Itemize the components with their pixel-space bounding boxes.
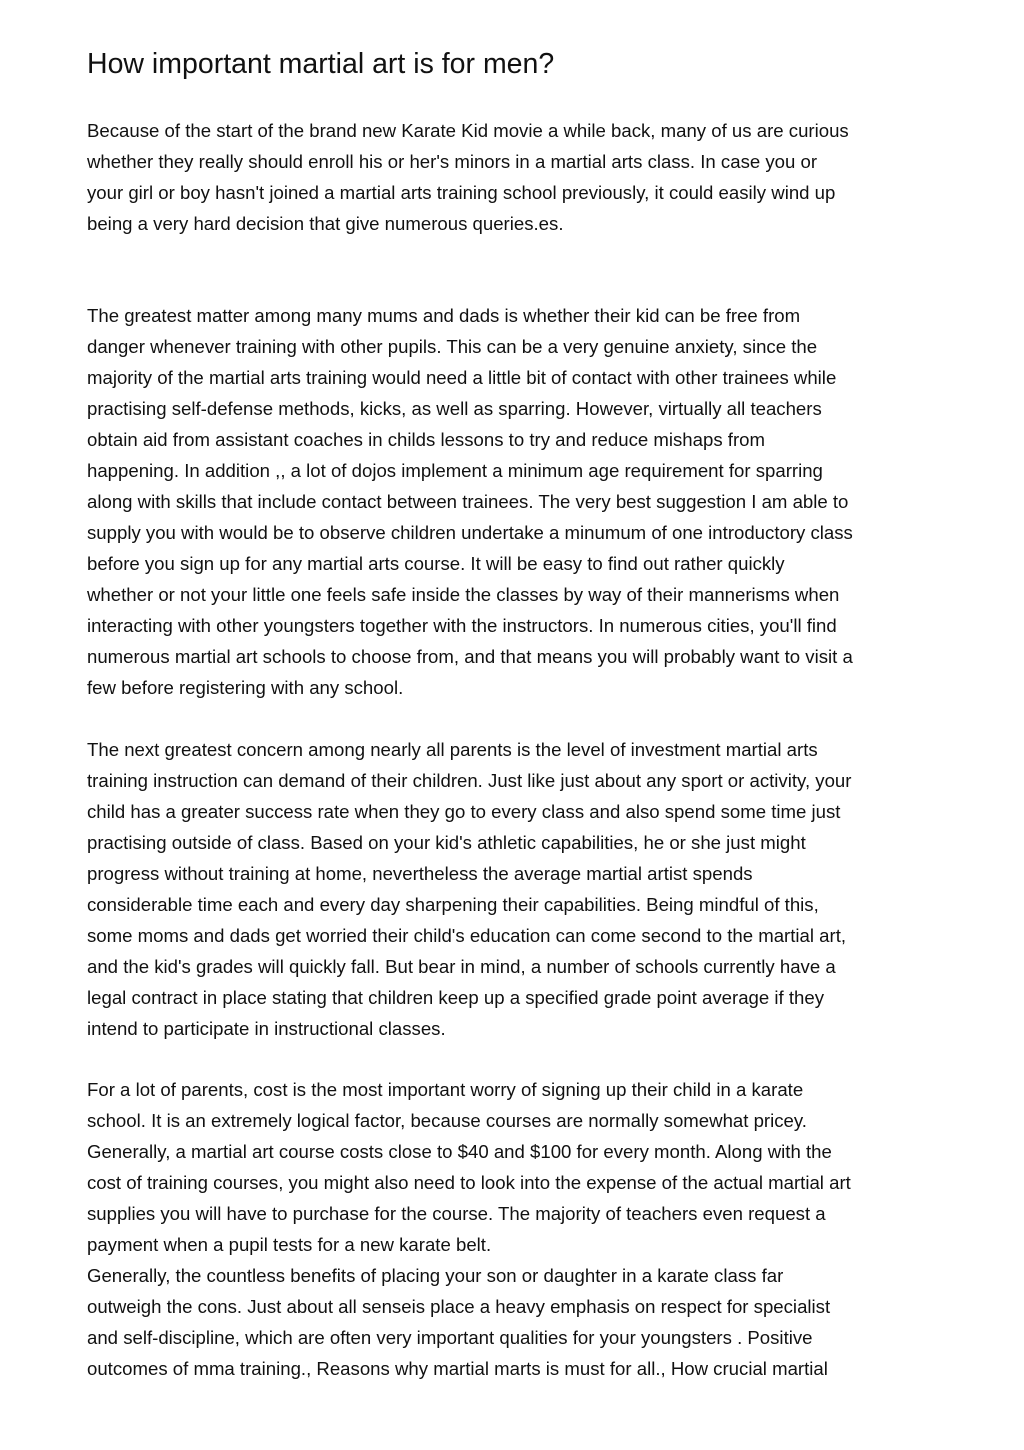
text-line: The next greatest concern among nearly all parents is the level of investment martial arts (87, 739, 818, 760)
paragraph-1 (87, 115, 947, 239)
text-line: practising outside of class. Based on your kid's athletic capabilities, he or she just might (87, 832, 806, 853)
text-line: few before registering with any school. (87, 677, 404, 698)
text-line: outcomes of mma training., Reasons why martial marts is must for all., How crucial martial (87, 1358, 828, 1379)
text-line: legal contract in place stating that children keep up a specified grade point average if they (87, 987, 824, 1008)
text-line: training instruction can demand of their children. Just like just about any sport or activity, your (87, 770, 852, 791)
text-line: Because of the start of the brand new Karate Kid movie a while back, many of us are curious (87, 120, 849, 141)
text-line: Generally, the countless benefits of placing your son or daughter in a karate class far (87, 1265, 784, 1286)
paragraph-5 (87, 1260, 947, 1384)
text-line: Generally, a martial art course costs close to $40 and $100 for every month. Along with the (87, 1141, 832, 1162)
text-line: The greatest matter among many mums and dads is whether their kid can be free from (87, 305, 801, 326)
text-line: obtain aid from assistant coaches in childs lessons to try and reduce mishaps from (87, 429, 765, 450)
text-line: supplies you will have to purchase for the course. The majority of teachers even request a (87, 1203, 826, 1224)
text-line: happening. In addition ,, a lot of dojos implement a minimum age requirement for sparring (87, 460, 823, 481)
text-line: intend to participate in instructional classes. (87, 1018, 446, 1039)
text-line: numerous martial art schools to choose from, and that means you will probably want to visit a (87, 646, 853, 667)
text-line: child has a greater success rate when they go to every class and also spend some time just (87, 801, 841, 822)
text-line: danger whenever training with other pupils. This can be a very genuine anxiety, since the (87, 336, 818, 357)
paragraph-3 (87, 734, 947, 1044)
page-title: How important martial art is for men? (87, 48, 555, 80)
text-line: majority of the martial arts training would need a little bit of contact with other trainees while (87, 367, 837, 388)
text-line: practising self-defense methods, kicks, as well as sparring. However, virtually all teachers (87, 398, 822, 419)
text-line: supply you with would be to observe children undertake a minumum of one introductory class (87, 522, 853, 543)
paragraph-4 (87, 1074, 947, 1260)
text-line: outweigh the cons. Just about all senseis place a heavy emphasis on respect for specialist (87, 1296, 831, 1317)
text-line: being a very hard decision that give numerous queries.es. (87, 213, 564, 234)
text-line: considerable time each and every day sharpening their capabilities. Being mindful of this, (87, 894, 819, 915)
text-line: cost of training courses, you might also need to look into the expense of the actual martial art (87, 1172, 851, 1193)
text-line: interacting with other youngsters together with the instructors. In numerous cities, you'll find (87, 615, 837, 636)
text-line: payment when a pupil tests for a new karate belt. (87, 1234, 492, 1255)
text-line: and self-discipline, which are often very important qualities for your youngsters . Positive (87, 1327, 813, 1348)
text-line: along with skills that include contact between trainees. The very best suggestion I am able to (87, 491, 849, 512)
text-line: school. It is an extremely logical factor, because courses are normally somewhat pricey. (87, 1110, 807, 1131)
text-line: some moms and dads get worried their child's education can come second to the martial art, (87, 925, 847, 946)
text-line: For a lot of parents, cost is the most important worry of signing up their child in a karate (87, 1079, 804, 1100)
text-line: whether or not your little one feels safe inside the classes by way of their mannerisms when (87, 584, 840, 605)
text-line: whether they really should enroll his or her's minors in a martial arts class. In case you or (87, 151, 818, 172)
text-line: your girl or boy hasn't joined a martial arts training school previously, it could easily wind up (87, 182, 836, 203)
text-line: progress without training at home, nevertheless the average martial artist spends (87, 863, 753, 884)
text-line: and the kid's grades will quickly fall. But bear in mind, a number of schools currently have a (87, 956, 836, 977)
text-line: before you sign up for any martial arts course. It will be easy to find out rather quickly (87, 553, 785, 574)
paragraph-2 (87, 300, 947, 703)
